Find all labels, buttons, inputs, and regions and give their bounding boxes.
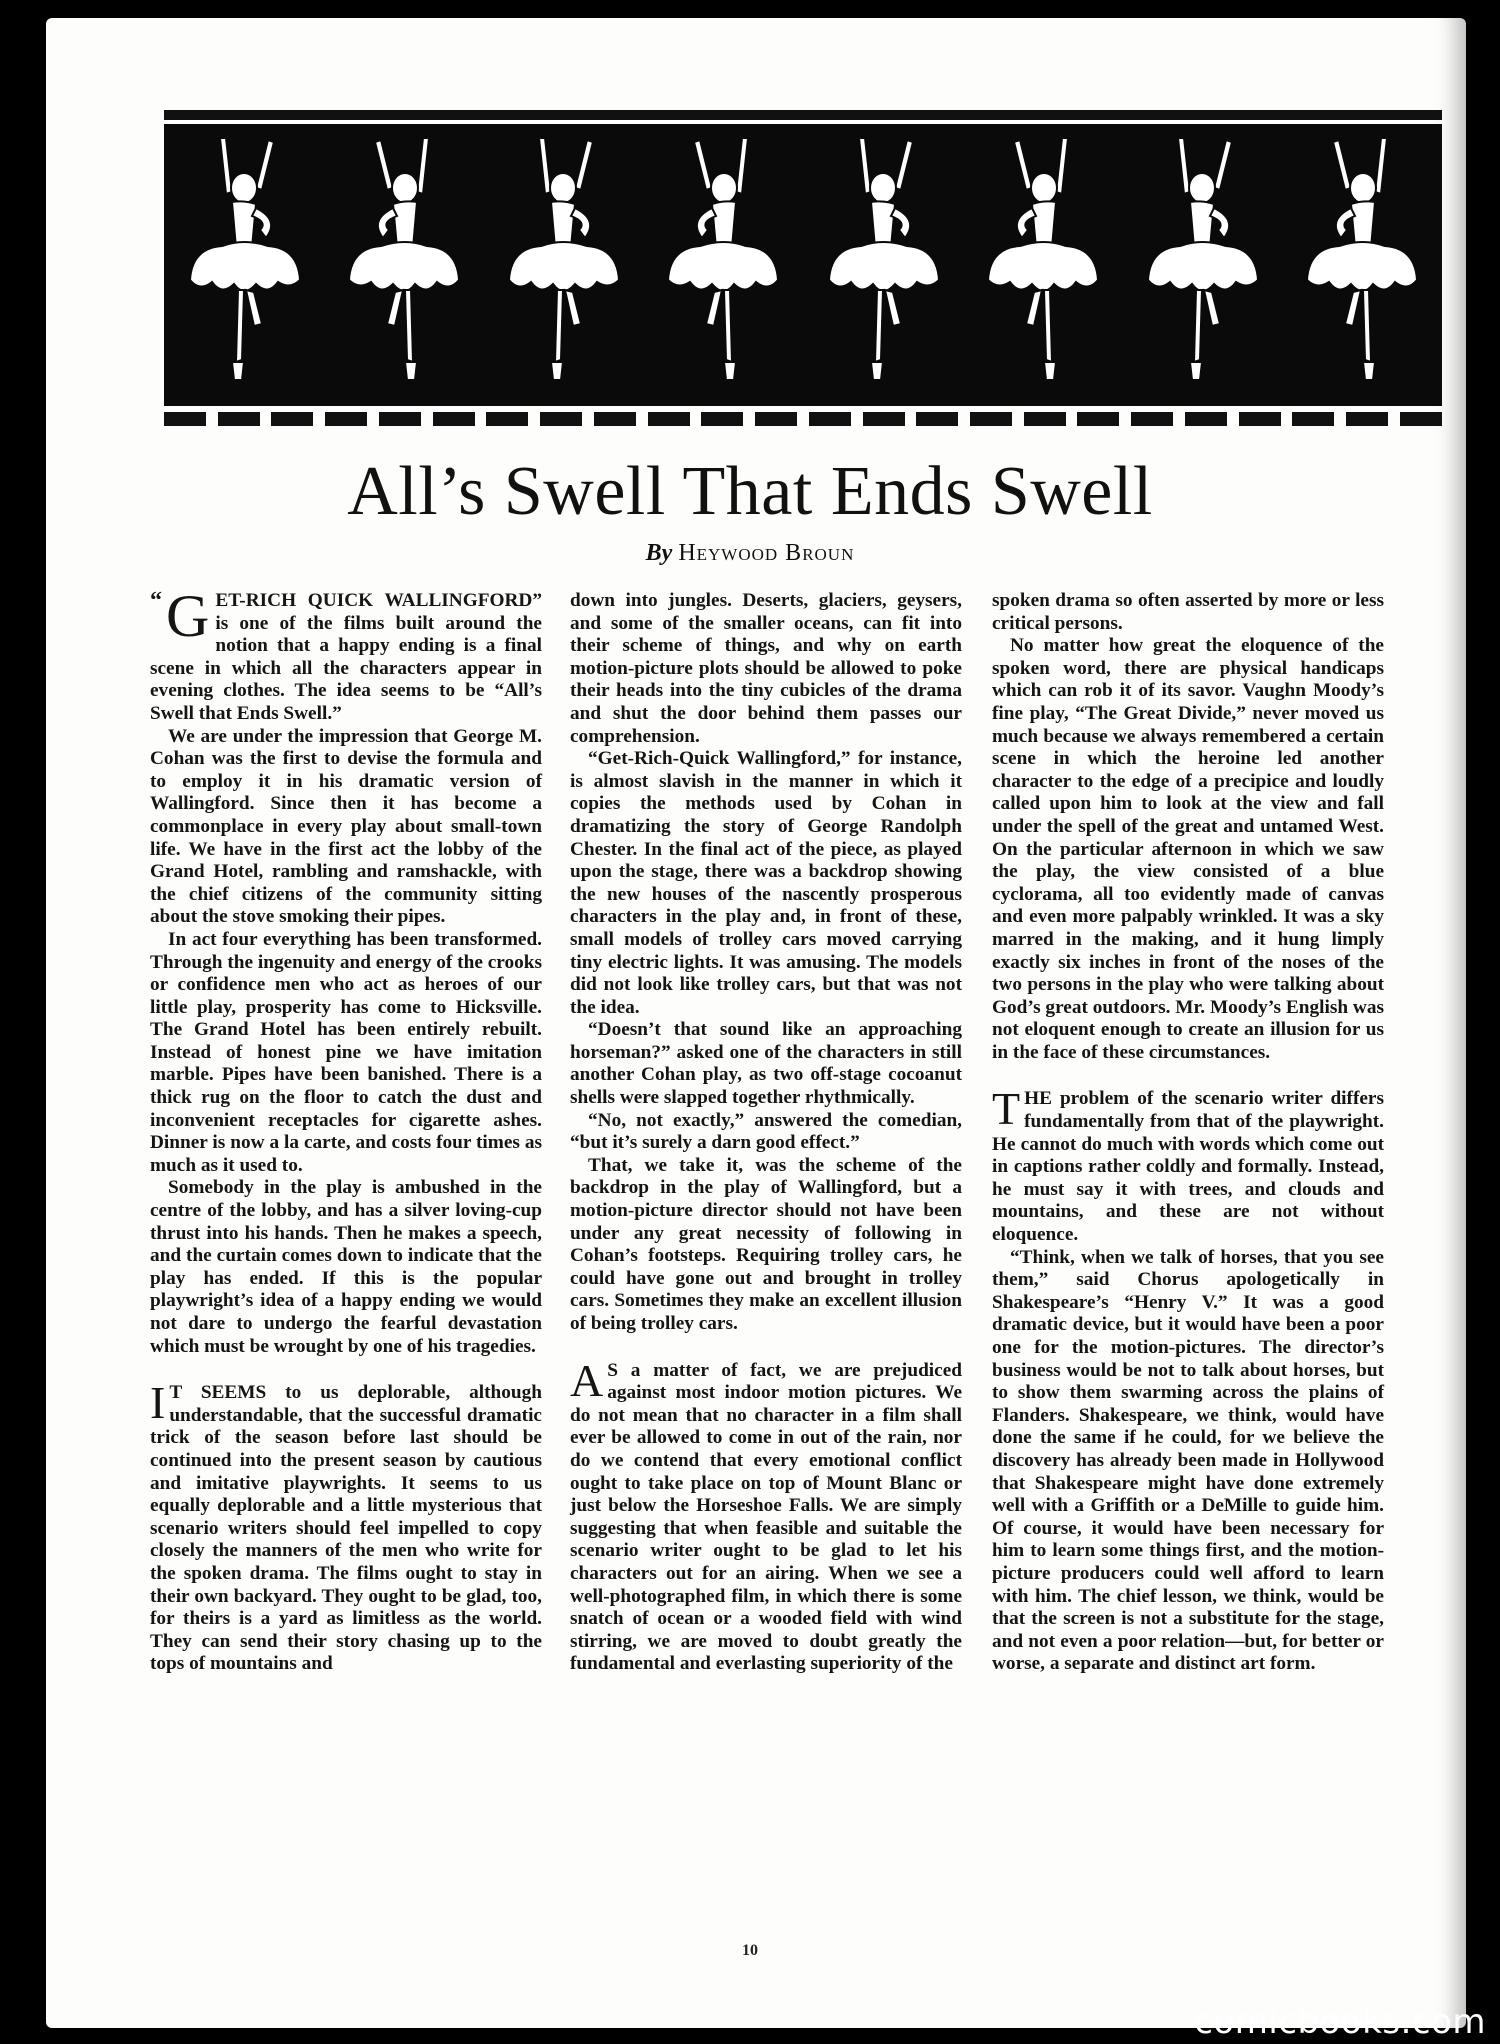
dancer-figure-icon — [182, 130, 307, 400]
paragraph — [570, 1110, 962, 1155]
paragraph — [570, 748, 962, 1019]
rule-dash — [271, 412, 313, 426]
paragraph — [150, 583, 542, 726]
byline-author: Heywood Broun — [678, 540, 855, 566]
rule-dash — [701, 412, 743, 426]
rule-dash — [433, 412, 475, 426]
text-column-2 — [570, 590, 962, 1676]
rule-dash — [540, 412, 582, 426]
rule-dash — [809, 412, 851, 426]
drop-cap: I — [150, 1377, 166, 1429]
drop-cap: T — [992, 1083, 1021, 1135]
paragraph-text: Somebody in the play is ambushed in the centre of the lobby, and has a silver loving-cup thrust into his hands. Then he makes a speech, and the curtain comes down to indicate that the play has ended. If this is the popular playwright’s idea of a happy ending we would not dare to undergo the fearful devastation which must be wrought by one of his tragedies. — [150, 1177, 542, 1357]
dancer-figure-icon — [1300, 130, 1425, 400]
paragraph-text: S a matter of fact, we are prejudiced against most indoor motion pictures. We do not mean that no character in a film shall ever be allowed to come in out of the rain, nor do we contend that every emotional conflict ought to take place on top of Mount Blanc or just below the Horseshoe Falls. We are simply suggesting that when feasible and suitable the scenario writer ought to be glad to let his characters out for an airing. When we see a well-photographed film, in which there is some snatch of ocean or a wooded field with wind stirring, we are moved to doubt greatly the fundamental and everlasting superiority of the — [570, 1359, 962, 1675]
dancers-illustration — [164, 124, 1442, 406]
rule-dash — [1400, 412, 1442, 426]
rule-dash — [379, 412, 421, 426]
dancer-figure-icon — [981, 130, 1106, 400]
dancer-figure-icon — [501, 130, 626, 400]
text-column-1 — [150, 583, 542, 1676]
rule-dash — [755, 412, 797, 426]
article-title: All’s Swell That Ends Swell — [347, 453, 1153, 530]
rule-dash — [1239, 412, 1281, 426]
paragraph — [570, 1354, 962, 1676]
rule-dash — [325, 412, 367, 426]
rule-dash — [1077, 412, 1119, 426]
rule-dash — [1185, 412, 1227, 426]
dancer-figure-icon — [821, 130, 946, 400]
paragraph — [150, 726, 542, 929]
rule-dash — [916, 412, 958, 426]
rule-dash — [863, 412, 905, 426]
drop-cap: A — [570, 1354, 604, 1406]
paragraph-text: That, we take it, was the scheme of the backdrop in the play of Wallingford, but a motion-picture director should not have been under any great necessity of following in Cohan’s footsteps. Requiring trolley cars, he could have gone out and brought in trolley cars. Sometimes they make an excellent illusion of being trolley cars. — [570, 1154, 962, 1334]
site-watermark: comicbooks.com — [1194, 2002, 1486, 2042]
paragraph-text: In act four everything has been transformed. Through the ingenuity and energy of the crooks or confidence men who act as heroes of our little play, prosperity has come to Hicksville. The Grand Hotel has been entirely rebuilt. Instead of honest pine we have imitation marble. Pipes have been banished. There is a thick rug on the floor to catch the dust and inconvenient receptacles for cigarette ashes. Dinner is now a la carte, and costs four times as much as it used to. — [150, 928, 542, 1176]
dancer-figure-icon — [1140, 130, 1265, 400]
rule-dash — [970, 412, 1012, 426]
paragraph — [570, 590, 962, 748]
page-number: 10 — [742, 1942, 758, 1959]
opening-quote: “ — [150, 588, 162, 614]
paragraph-text: down into jungles. Deserts, glaciers, geysers, and some of the smaller oceans, can fit into their scheme of things, and why on earth motion-picture plots should be allowed to poke their heads into the tiny cubicles of the drama and shut the door behind them passes our comprehension. — [570, 590, 962, 747]
paragraph-text: ET-RICH QUICK WALLINGFORD” is one of the films built around the notion that a happy ending is a final scene in which all the characters appear in evening clothes. The idea seems to be “All’s Swell that Ends Swell.” — [150, 590, 542, 724]
paragraph-text: “Doesn’t that sound like an approaching horseman?” asked one of the characters in still another Cohan play, as two off-stage cocoanut shells were slapped together rhythmically. — [570, 1019, 962, 1109]
dancer-figure-icon — [661, 130, 786, 400]
paragraph — [150, 1177, 542, 1358]
drop-cap: G — [166, 583, 210, 649]
rule-dash — [1131, 412, 1173, 426]
decorative-banner — [164, 110, 1442, 435]
paragraph-text: HE problem of the scenario writer differs fundamentally from that of the playwright. He cannot do much with words which come out in captions rather coldly and formally. Instead, he must say it with trees, and clouds and mountains, and these are not without eloquence. — [992, 1088, 1384, 1246]
paragraph-text: We are under the impression that George M. Cohan was the first to devise the formula and to employ it in his dramatic version of Wallingford. Since then it has become a commonplace in every play about small-town life. We have in the first act the lobby of the Grand Hotel, rambling and ramshackle, with the chief citizens of the community sitting about the stove smoking their pipes. — [150, 725, 542, 928]
banner-top-rule — [164, 110, 1442, 120]
paragraph-text: T SEEMS to us deplorable, although understandable, that the successful dramatic trick of the season before last should be continued into the present season by cautious and imitative playwrights. It seems to us equally deplorable and a little mysterious that scenario writers should feel impelled to copy closely the manners of the men who write for the spoken drama. The films ought to stay in their own backyard. They ought to be glad, too, for theirs is a yard as limitless as the world. They can send their story chasing up to the tops of mountains and — [150, 1382, 542, 1675]
rule-dash — [594, 412, 636, 426]
paragraph — [150, 929, 542, 1178]
rule-dash — [218, 412, 260, 426]
byline-prefix: By — [645, 540, 673, 566]
rule-dash — [486, 412, 528, 426]
paragraph — [992, 635, 1384, 1064]
text-column-3 — [992, 590, 1384, 1676]
rule-dash — [164, 412, 206, 426]
paragraph — [992, 1247, 1384, 1676]
dancer-figure-icon — [342, 130, 467, 400]
paragraph-text: “No, not exactly,” answered the comedian, “but it’s surely a darn good effect.” — [570, 1109, 962, 1154]
rule-dash — [1292, 412, 1334, 426]
paragraph-text: “Think, when we talk of horses, that you see them,” said Chorus apologetically in Shakespeare’s “Henry V.” It was a good dramatic device, but it would have been a poor one for the motion-pictures. The director’s business would be not to talk about horses, but to show them swarming across the plains of Flanders. Shakespeare, we think, would have done the same if he could, for we believe the discovery has already been made in Hollywood that Shakespeare might have done extremely well with a Griffith or a DeMille to guide him. Of course, it would have been necessary for him to learn some things first, and the motion-picture producers could well afford to learn with him. The chief lesson, we think, would be that the screen is not a substitute for the stage, and not even a poor relation—but, for better or worse, a separate and distinct art form. — [992, 1246, 1384, 1675]
article-byline — [0, 540, 1500, 567]
rule-dash — [1024, 412, 1066, 426]
rule-dash — [648, 412, 690, 426]
paragraph-text: spoken drama so often asserted by more or less critical persons. — [992, 590, 1384, 634]
paragraph — [570, 1019, 962, 1109]
paragraph-text: No matter how great the eloquence of the spoken word, there are physical handicaps which can rob it of its savor. Vaughn Moody’s fine play, “The Great Divide,” never moved us much because we always remembered a certain scene in which the heroine led another character to the edge of a precipice and loudly called upon him to look at the view and fall under the spell of the great and untamed West. On the particular afternoon in which we saw the play, the view consisted of a blue cyclorama, all too evidently made of canvas and even more palpably wrinkled. It was a sky marred in the making, and it hung limply exactly six inches in front of the noses of the two persons in the play who were talking about God’s great outdoors. Mr. Moody’s English was not eloquent enough to create an illusion for us in the face of these circumstances. — [992, 635, 1384, 1063]
paragraph — [570, 1155, 962, 1336]
paragraph-text: “Get-Rich-Quick Wallingford,” for instance, is almost slavish in the manner in which it copies the methods used by Cohan in dramatizing the story of George Randolph Chester. In the final act of the piece, as played upon the stage, there was a backdrop showing the new houses of the nascently prosperous characters in the play and, in front of these, small models of trolley cars moved carrying tiny electric lights. It was amusing. The models did not look like trolley cars, but that was not the idea. — [570, 748, 962, 1018]
paragraph — [992, 1083, 1384, 1246]
paragraph — [150, 1377, 542, 1676]
banner-dash-rule — [164, 412, 1442, 426]
rule-dash — [1346, 412, 1388, 426]
paragraph — [992, 590, 1384, 635]
